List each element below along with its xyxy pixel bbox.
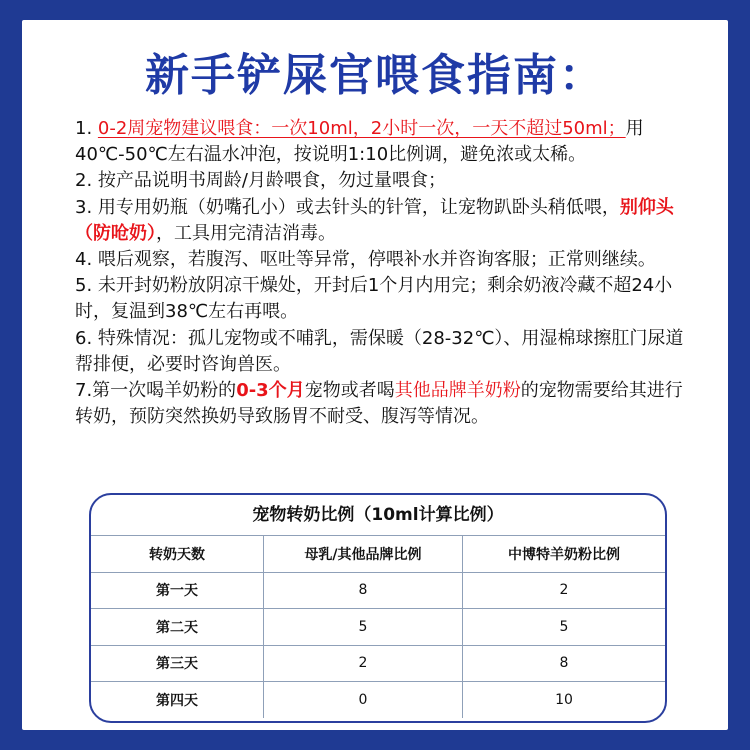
row-zhongbote-ratio: 10: [555, 691, 573, 708]
header-other-brand: 母乳/其他品牌比例: [264, 536, 463, 572]
guide-item-7: [75, 378, 695, 430]
row-day: 第二天: [91, 609, 264, 646]
row-other-ratio: 2: [264, 645, 463, 682]
row-day: 第一天: [91, 572, 264, 609]
row-zhongbote-ratio: 8: [463, 645, 666, 682]
guide-item-3-prefix: 3. 用专用奶瓶（奶嘴孔小）或去针头的针管，让宠物趴卧头稍低喂，: [75, 196, 620, 218]
guide-item-2: 2. 按产品说明书周龄/月龄喂食，勿过量喂食；: [75, 170, 446, 192]
row-zhongbote-ratio: 5: [463, 609, 666, 646]
row-day: 第三天: [91, 645, 264, 682]
guide-item-1-rest: 用40℃-50℃左右温水冲泡，按说明1:10比例调，避免浓或太稀。: [75, 118, 644, 166]
row-day: 第四天: [91, 682, 264, 718]
guide-item-7-highlight2: 其他品牌羊奶粉: [394, 380, 521, 402]
table-header-row: [91, 536, 665, 572]
page-title: 新手铲屎官喂食指南：: [145, 50, 605, 101]
guide-item-1: [75, 116, 695, 168]
row-other-ratio: 8: [264, 572, 463, 609]
row-other-ratio: 5: [264, 609, 463, 646]
feeding-guide: [75, 116, 695, 430]
guide-item-7-highlight1: 0-3个月: [236, 380, 305, 402]
guide-item-5: 5. 未开封奶粉放阴凉干燥处，开封后1个月内用完；剩余奶液冷藏不超24小时，复温到38℃左右再喂。: [75, 275, 673, 323]
row-zhongbote-ratio: 2: [463, 572, 666, 609]
header-zhongbote: 中博特羊奶粉比例: [463, 536, 666, 572]
table-caption: 宠物转奶比例（10ml计算比例）: [91, 495, 665, 536]
guide-item-7-part1: 7.第一次喝羊奶粉的: [75, 380, 237, 402]
guide-item-7-part3: 的宠物需要给其进行转奶，预防突然换奶导致肠胃不耐受、腹泻等情况。: [75, 380, 683, 428]
guide-item-3-rest: ，工具用完清洁消毒。: [156, 222, 336, 244]
milk-transition-table: [89, 493, 667, 723]
guide-item-3-highlight: 别仰头（防呛奶）: [75, 196, 674, 244]
guide-item-6: 6. 特殊情况：孤儿宠物或不哺乳，需保暖（28-32℃）、用湿棉球擦肛门尿道帮排便，必要时咨询兽医。: [75, 327, 684, 375]
guide-item-4: 4. 喂后观察，若腹泻、呕吐等异常，停喂补水并咨询客服；正常则继续。: [75, 249, 656, 271]
row-other-ratio: 0: [264, 682, 463, 718]
guide-card: [22, 20, 728, 730]
header-days: 转奶天数: [91, 536, 264, 572]
guide-item-7-part2: 宠物或者喝: [304, 380, 395, 402]
table-row: [91, 682, 665, 718]
table-row: [91, 645, 665, 682]
guide-item-1-prefix: 1.: [75, 118, 98, 139]
guide-item-1-highlight: 0-2周宠物建议喂食：一次10ml，2小时一次，一天不超过50ml；: [97, 118, 626, 139]
table-row: [91, 609, 665, 646]
table-row: [91, 572, 665, 609]
guide-item-3: [75, 195, 695, 247]
transition-ratio-table: [91, 536, 665, 718]
